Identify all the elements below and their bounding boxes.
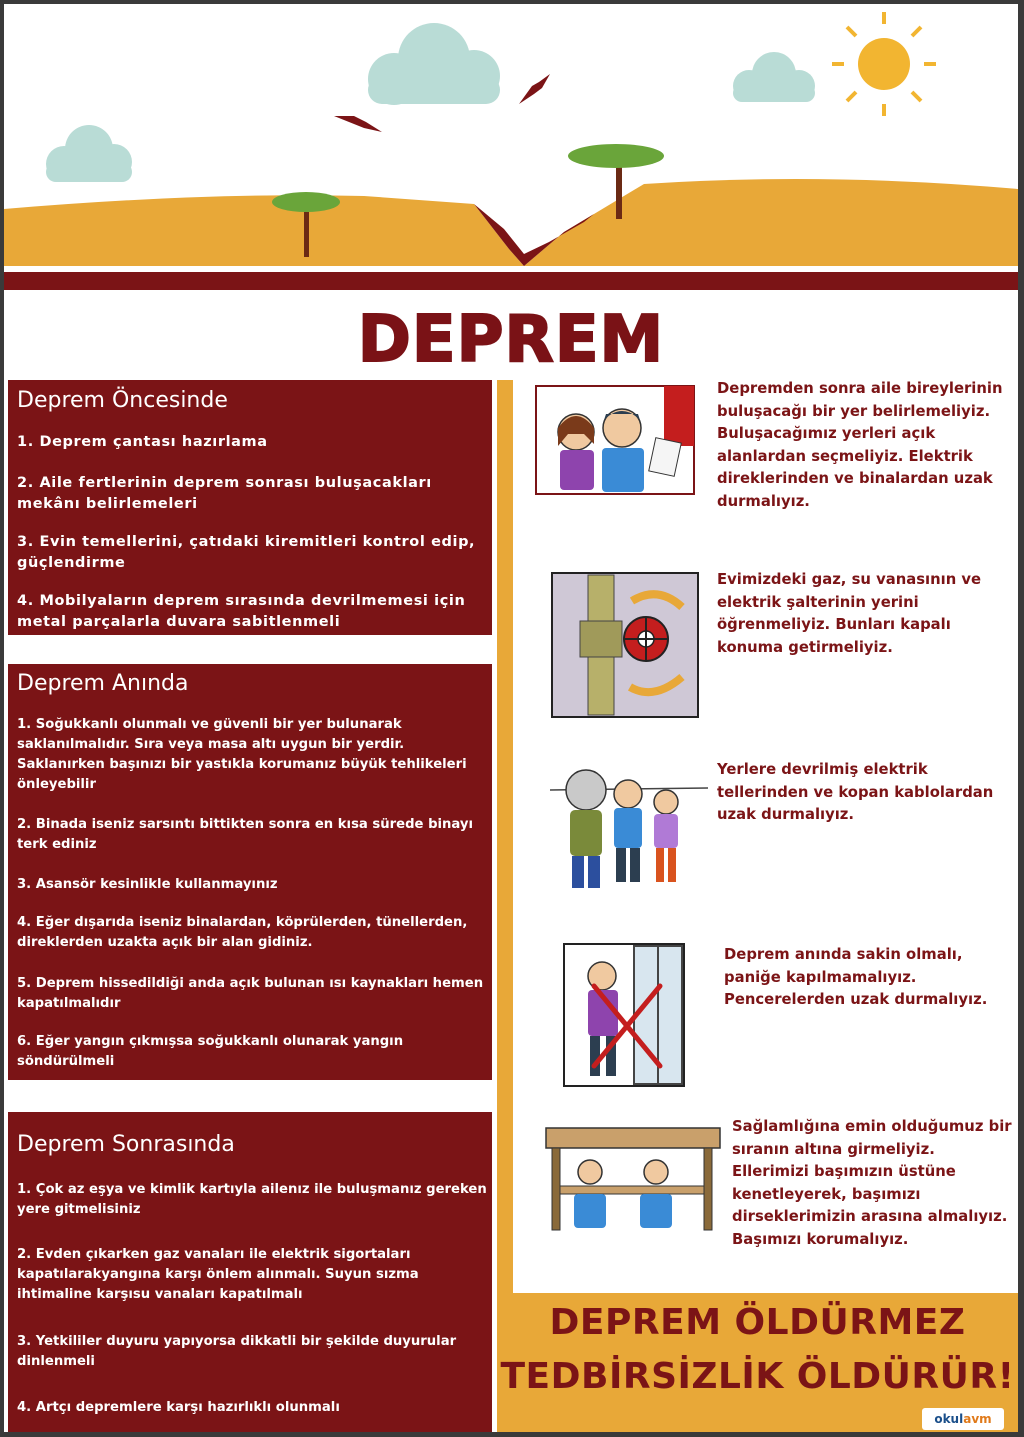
valve-illustration [550, 571, 700, 719]
window-danger-illustration [562, 942, 686, 1088]
bird-icon [334, 116, 382, 132]
list-item: 3. Asansör kesinlikle kullanmayınız [17, 877, 278, 892]
desk-cover-illustration [544, 1122, 722, 1234]
bird-icon [519, 74, 550, 104]
list-item: 1. Deprem çantası hazırlama [17, 434, 268, 450]
list-item: 1. Çok az eşya ve kimlik kartıyla ailenız ile buluşmanız gereken yere gitmelisiniz [17, 1182, 487, 1217]
list-item: 3. Yetkililer duyuru yapıyorsa dikkatli bir şekilde duyurular dinlenmeli [17, 1334, 457, 1369]
list-item: 6. Eğer yangın çıkmışsa soğukkanlı olunarak yangın söndürülmeli [17, 1034, 404, 1069]
during-earthquake-panel [8, 664, 492, 1080]
ground-right [524, 179, 1018, 266]
list-item: 2. Evden çıkarken gaz vanaları ile elektrik sigortaları kapatılarakyangına karşı önlem alınmalı. Suyun sızma ihtimaline karşısu vanaları kapatılmalı [17, 1247, 419, 1302]
page-title: DEPREM [357, 303, 665, 377]
walking-away-illustration [550, 760, 708, 900]
before-earthquake-panel [8, 380, 492, 635]
tip-5: Sağlamlığına emin olduğumuz bir sıranın altına girmeliyiz. Ellerimizi başımızın üstüne kenetleyerek, başımızı dirseklerimizin arasına almalıyız. Başımızı korumalıyız. [732, 1118, 1012, 1248]
slogan-line-1: DEPREM ÖLDÜRMEZ [549, 1302, 966, 1343]
ground-left [4, 195, 524, 266]
sun-icon [832, 12, 936, 116]
cloud-icon [46, 125, 132, 182]
slogan-line-2: TEDBİRSİZLİK ÖLDÜRÜR! [500, 1356, 1015, 1397]
list-item: 2. Binada iseniz sarsıntı bittikten sonra en kısa sürede binayı terk ediniz [17, 817, 474, 852]
before-heading: Deprem Öncesinde [17, 388, 228, 413]
hero-illustration [4, 4, 1018, 290]
list-item: 5. Deprem hissedildiği anda açık bulunan ısı kaynakları hemen kapatılmalıdır [17, 976, 484, 1011]
after-heading: Deprem Sonrasında [17, 1132, 235, 1157]
tip-4: Deprem anında sakin olmalı, paniğe kapılmamalıyız. Pencerelerden uzak durmalıyız. [724, 946, 988, 1008]
poster [4, 4, 1018, 1432]
family-meeting-illustration [534, 384, 696, 496]
valve-icon [624, 617, 668, 661]
brand-part-2: avm [963, 1412, 992, 1426]
tip-3: Yerlere devrilmiş elektrik tellerinden ve kopan kablolardan uzak durmalıyız. [717, 761, 994, 823]
list-item: 4. Artçı depremlere karşı hazırlıklı olunmalı [17, 1400, 340, 1415]
list-item: 1. Soğukkanlı olunmalı ve güvenli bir yer bulunarak saklanılmalıdır. Sıra veya masa altı uygun bir yerdir. Saklanırken başınızı bir yastıkla korumanız büyük tehlikeleri önleyebilir [17, 717, 467, 792]
list-item: 4. Eğer dışarıda iseniz binalardan, köprülerden, tünellerden, direklerden uzakta açık bir alan gidiniz. [17, 915, 468, 950]
hero-border [4, 272, 1018, 290]
list-item: 3. Evin temellerini, çatıdaki kiremitleri kontrol edip, güçlendirme [17, 534, 476, 571]
cloud-icon [733, 52, 815, 102]
during-heading: Deprem Anında [17, 671, 189, 696]
list-item: 2. Aile fertlerinin deprem sonrası buluşacakları mekânı belirlemeleri [17, 475, 432, 512]
tip-1: Depremden sonra aile bireylerinin buluşacağı bir yer belirlemeliyiz. Buluşacağımız yerleri açık alanlardan seçmeliyiz. Elektrik direklerinden ve binalardan uzak durmalıyız. [717, 380, 1003, 510]
brand-part-1: okul [934, 1412, 964, 1426]
list-item: 4. Mobilyaların deprem sırasında devrilmemesi için metal parçalarla duvara sabitlenmeli [17, 593, 466, 630]
brand-logo [922, 1408, 1004, 1430]
cloud-icon [368, 23, 500, 105]
tip-2: Evimizdeki gaz, su vanasının ve elektrik şalterinin yerini öğrenmeliyiz. Bunları kapalı konuma getirmeliyiz. [717, 571, 982, 656]
after-earthquake-panel [8, 1112, 492, 1432]
